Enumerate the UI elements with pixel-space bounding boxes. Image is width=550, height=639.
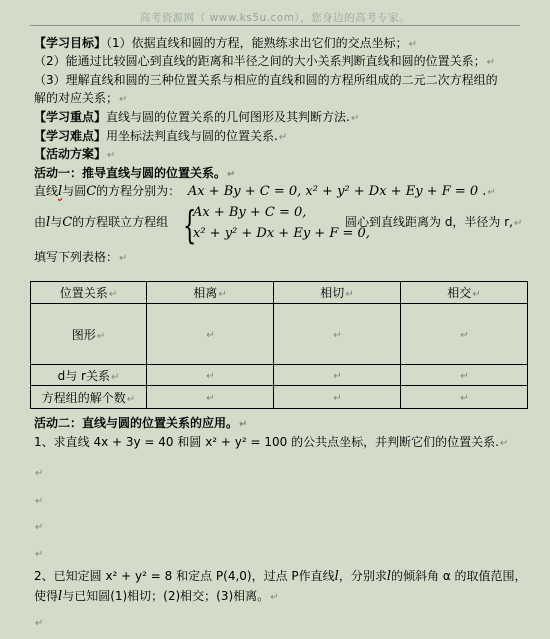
question-1-line: [34, 434, 508, 452]
table-header-row: [31, 282, 528, 304]
table-header-cell: [31, 282, 147, 304]
paragraph-mark-icon: ↵: [460, 393, 469, 404]
a1-l2-l: l: [46, 215, 51, 230]
q2-l2: l: [386, 569, 391, 584]
paragraph-mark-icon: ↵: [35, 549, 44, 560]
paragraph-mark-icon: ↵: [408, 39, 418, 50]
paragraph-mark-icon: ↵: [514, 218, 523, 229]
q2-post: 的倾斜角 α 的取值范围，: [391, 569, 527, 583]
blank-line: [34, 464, 43, 482]
paragraph-mark-icon: ↵: [345, 289, 354, 300]
key-point-line: [34, 109, 359, 127]
goal-line-3: [34, 72, 498, 88]
a1-l2-pre: 由: [34, 215, 47, 229]
goals-tag: 【学习目标】: [34, 36, 107, 50]
a1-l2-c: C: [62, 215, 73, 230]
activity1-line-2: [34, 214, 168, 231]
paragraph-mark-icon: ↵: [108, 289, 118, 300]
paragraph-mark-icon: ↵: [239, 419, 248, 430]
difficulty-text: 用坐标法判直线与圆的位置关系.: [106, 129, 278, 143]
blank-line: [34, 492, 43, 510]
q2-line2-post: 与已知圆(1)相切；(2)相交；(3)相离。: [62, 589, 270, 603]
table-row: [31, 365, 528, 386]
q2-mid: ，分别求: [338, 569, 387, 583]
blank-line: [34, 545, 43, 563]
table-cell: [401, 365, 528, 386]
paragraph-mark-icon: ↵: [35, 496, 44, 507]
paragraph-mark-icon: ↵: [35, 522, 44, 533]
table-cell: [274, 365, 401, 386]
question-2-line-1: [34, 568, 527, 585]
paragraph-mark-icon: ↵: [107, 150, 116, 161]
paragraph-mark-icon: ↵: [270, 592, 279, 603]
row-label-cell: [31, 365, 147, 386]
difficulty-line: [34, 128, 287, 146]
paragraph-mark-icon: ↵: [350, 113, 360, 124]
a1-l2-mid: 与: [50, 215, 63, 229]
paragraph-mark-icon: ↵: [460, 330, 469, 341]
paragraph-mark-icon: ↵: [278, 132, 288, 143]
goal-item-3: （3）理解直线和圆的三种位置关系与相应的直线和圆的方程所组成的二元二次方程组的: [34, 73, 498, 87]
paragraph-mark-icon: ↵: [486, 57, 496, 68]
paragraph-mark-icon: ↵: [227, 169, 236, 180]
paragraph-mark-icon: ↵: [206, 371, 215, 382]
goal-item-4: 解的对应关系；: [34, 91, 119, 105]
paragraph-mark-icon: ↵: [35, 468, 44, 479]
activity2-title-line: [34, 415, 247, 433]
paragraph-mark-icon: ↵: [96, 330, 106, 342]
a1-l1-pre: 直线: [34, 184, 59, 198]
q2-line2-pre: 使得: [34, 589, 59, 603]
table-cell: [147, 365, 274, 386]
goal-item-1: （1）依据直线和圆的方程，能熟练求出它们的交点坐标；: [106, 36, 408, 50]
paragraph-mark-icon: ↵: [35, 618, 44, 629]
paragraph-mark-icon: ↵: [499, 438, 509, 449]
goal-item-2: （2）能通过比较圆心到直线的距离和半径之间的大小关系判断直线和圆的位置关系；: [34, 54, 486, 68]
goal-line-2: [34, 53, 495, 71]
activity2-title: 活动二：直线与圆的位置关系的应用。: [34, 416, 239, 430]
header-rule: [30, 25, 520, 26]
q2-l: l: [334, 569, 339, 584]
table-cell: [147, 386, 274, 409]
header-position: 位置关系: [59, 286, 108, 300]
row-label-cell: [31, 386, 147, 409]
table-row: [31, 386, 528, 409]
blank-line: [34, 518, 43, 536]
q2-pre: 2、已知定圆 x² + y² = 8 和定点 P(4,0)，过点 P作直线: [34, 569, 335, 583]
a1-l1-mid: 与圆: [62, 184, 87, 198]
blank-line: [34, 614, 43, 632]
difficulty-tag: 【学习难点】: [34, 129, 107, 143]
table-header-cell: [401, 282, 528, 304]
row-label-cell: [31, 304, 147, 365]
header-intersect: 相交: [447, 286, 472, 300]
paragraph-mark-icon: ↵: [333, 371, 342, 382]
key-point-tag: 【学习重点】: [34, 110, 107, 124]
key-point-text: 直线与圆的位置关系的几何图形及其判断方法.: [106, 110, 350, 124]
table-header-cell: [274, 282, 401, 304]
q2-l3: l: [58, 589, 63, 604]
header-separate: 相离: [193, 286, 218, 300]
activity1-line-1: [34, 183, 496, 201]
activity1-title: 活动一：推导直线与圆的位置关系。: [34, 166, 227, 180]
table-header-cell: [147, 282, 274, 304]
a1-l1-equation: Ax + By + C = 0, x² + y² + Dx + Ey + F = 0 .: [187, 184, 487, 199]
table-cell: [401, 386, 528, 409]
a1-l1-l: l: [58, 184, 63, 199]
row-label-solutions: 方程组的解个数: [41, 390, 126, 405]
paragraph-mark-icon: ↵: [206, 393, 215, 404]
activity1-line-2-tail: [345, 214, 522, 232]
page-header: 高考资源网（ www.ks5u.com），您身边的高考专家。: [139, 12, 411, 24]
paragraph-mark-icon: ↵: [119, 253, 128, 264]
paragraph-mark-icon: ↵: [487, 187, 496, 198]
header-tangent: 相切: [320, 286, 345, 300]
system-brace: {: [183, 203, 197, 247]
a1-l2-tail: 圆心到直线距离为 d，半径为 r,: [345, 215, 513, 229]
paragraph-mark-icon: ↵: [206, 330, 215, 341]
table-cell: [401, 304, 528, 365]
goal-line-4: [34, 90, 127, 108]
table-cell: [274, 304, 401, 365]
plan-tag: 【活动方案】: [34, 147, 107, 161]
fill-prompt-line: [34, 249, 127, 267]
paragraph-mark-icon: ↵: [333, 393, 342, 404]
activity1-title-line: [34, 165, 235, 183]
table-row: [31, 304, 528, 365]
paragraph-mark-icon: ↵: [126, 393, 136, 405]
paragraph-mark-icon: ↵: [333, 330, 342, 341]
paragraph-mark-icon: ↵: [218, 289, 227, 300]
system-equation-2: x² + y² + Dx + Ey + F = 0,: [193, 226, 370, 241]
system-equation-1: Ax + By + C = 0,: [193, 205, 307, 220]
paragraph-mark-icon: ↵: [460, 371, 469, 382]
a1-l2-post: 的方程联立方程组: [72, 215, 169, 229]
a1-l1-c: C: [86, 184, 97, 199]
row-label-d-r: d与 r关系: [57, 368, 110, 383]
question-2-line-2: [34, 588, 279, 606]
row-label-figure: 图形: [71, 327, 96, 342]
table-cell: [274, 386, 401, 409]
position-relation-table: [30, 281, 528, 409]
fill-prompt: 填写下列表格：: [34, 250, 119, 264]
question-1: 1、求直线 4x + 3y = 40 和圆 x² + y² = 100 的公共点坐标，并判断它们的位置关系.: [34, 435, 499, 449]
a1-l1-post: 的方程分别为：: [96, 184, 181, 198]
plan-line: [34, 146, 115, 164]
paragraph-mark-icon: ↵: [472, 289, 481, 300]
paragraph-mark-icon: ↵: [119, 94, 128, 105]
table-cell: [147, 304, 274, 365]
paragraph-mark-icon: ↵: [110, 371, 120, 383]
goal-line-1: [34, 35, 417, 53]
